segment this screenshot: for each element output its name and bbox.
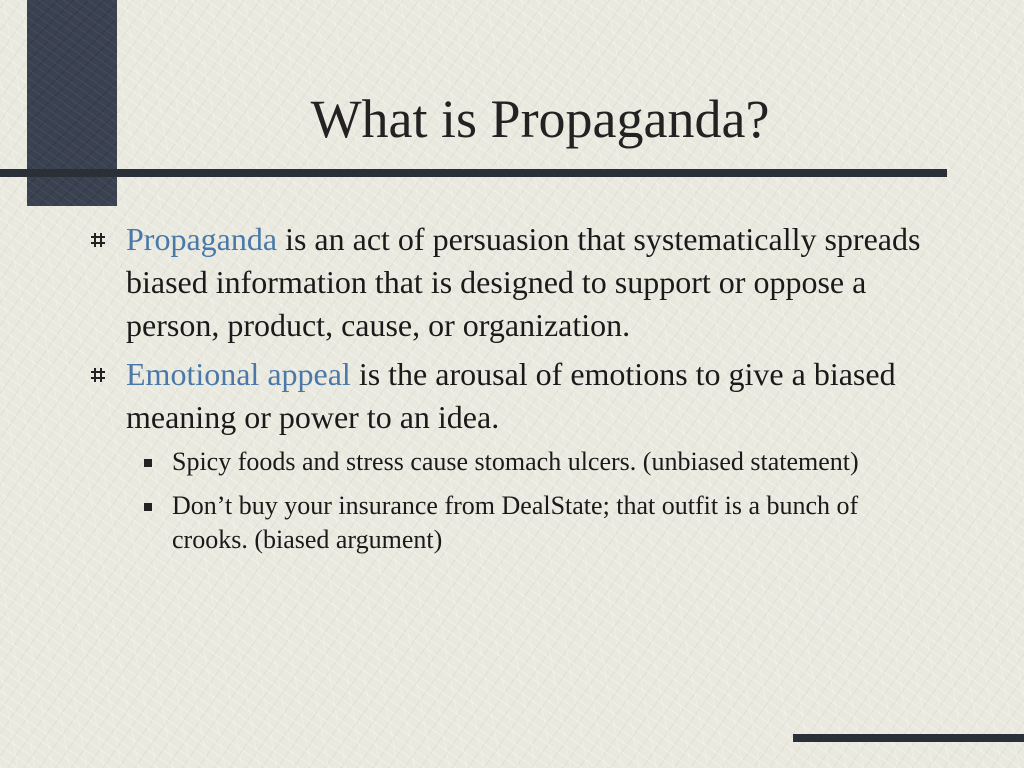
sub-bullet-list [90,445,940,557]
definition-emotional-appeal: is the arousal of emotions to give a biased meaning or power to an idea. [126,356,896,435]
square-bullet-icon [144,459,152,467]
title-rule [0,169,947,177]
sub-bullet-text: Don’t buy your insurance from DealState; that outfit is a bunch of crooks. (biased argument) [172,491,859,554]
slide-title: What is Propaganda? [310,89,770,149]
sub-bullet-text: Spicy foods and stress cause stomach ulcers. (unbiased statement) [172,447,859,476]
square-bullet-icon [144,503,152,511]
bullet-list [90,218,940,567]
term-propaganda: Propaganda [126,221,278,257]
hash-bullet-icon [90,232,106,248]
bottom-rule [793,734,1024,742]
sub-bullet-biased [136,489,940,557]
bullet-item-emotional-appeal [90,353,940,439]
hash-bullet-icon [90,367,106,383]
sub-bullet-unbiased [136,445,940,479]
definition-propaganda: is an act of persuasion that systematically spreads biased information that is designed to support or oppose a person, product, cause, or organization. [126,221,921,343]
term-emotional-appeal: Emotional appeal [126,356,351,392]
bullet-item-propaganda [90,218,940,347]
